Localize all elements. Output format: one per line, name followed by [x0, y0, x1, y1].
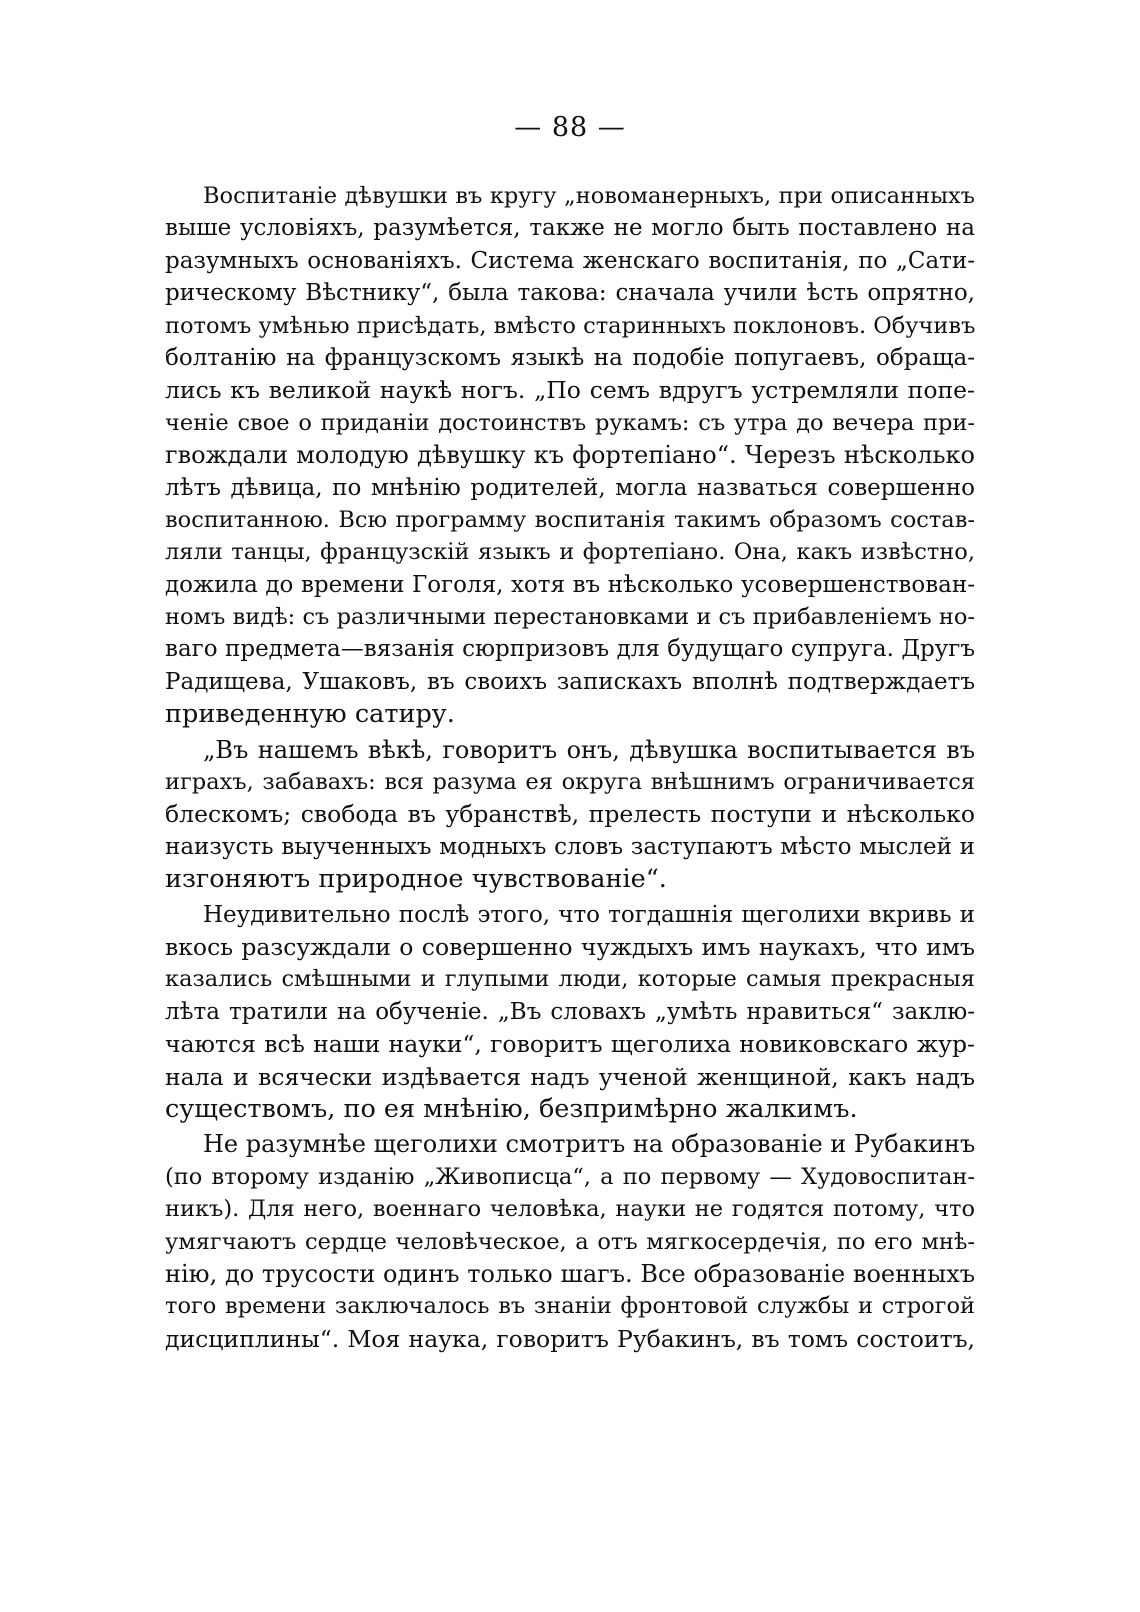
text-line: лись къ великой наукѣ ногъ. „По семъ вдругъ устремляли попе-	[165, 376, 975, 405]
text-line: выше условіяхъ, разумѣется, также не могло быть поставлено на	[165, 215, 975, 242]
text-line: нала и всячески издѣвается надъ ученой женщиной, какъ надъ	[165, 1062, 975, 1091]
text-line: ляли танцы, французскій языкъ и фортепіано. Она, какъ извѣстно,	[165, 539, 975, 566]
text-line: изгоняютъ природное чувствованіе“.	[165, 864, 667, 895]
text-line: лѣтъ дѣвица, по мнѣнію родителей, могла назваться совершенно	[165, 474, 975, 501]
text-line: Радищева, Ушаковъ, въ своихъ запискахъ вполнѣ подтверждаетъ	[165, 668, 975, 695]
text-line: никъ). Для него, военнаго человѣка, науки не годятся потому, что	[165, 1196, 975, 1223]
text-line: дисциплины“. Моя наука, говоритъ Рубакинъ, въ томъ состоитъ,	[165, 1324, 975, 1353]
text-line: наизусть выученныхъ модныхъ словъ заступаютъ мѣсто мыслей и	[165, 833, 975, 860]
text-line: „Въ нашемъ вѣкѣ, говоритъ онъ, дѣвушка воспитывается въ	[203, 735, 975, 764]
text-line: вкось разсуждали о совершенно чуждыхъ имъ наукахъ, что имъ	[165, 932, 975, 961]
text-line: лѣта тратили на обученіе. „Въ словахъ „умѣть нравиться“ заклю-	[165, 998, 975, 1025]
text-line: ченіе свое о приданіи достоинствъ рукамъ: съ утра до вечера при-	[165, 409, 975, 436]
text-line: существомъ, по ея мнѣнію, безпримѣрно жалкимъ.	[165, 1093, 858, 1124]
text-line: Не разумнѣе щеголихи смотритъ на образованіе и Рубакинъ	[203, 1130, 975, 1159]
text-line: играхъ, забавахъ: вся разума ея округа внѣшнимъ ограничивается	[165, 769, 975, 796]
paragraph-2	[165, 734, 975, 896]
text-line: болтанію на французскомъ языкѣ на подобіе попугаевъ, обраща-	[165, 344, 975, 371]
text-line: того времени заключалось въ знаніи фронтовой службы и строгой	[165, 1293, 975, 1320]
text-line: казались смѣшными и глупыми люди, которые самыя прекрасныя	[165, 966, 975, 993]
text-line: разумныхъ основаніяхъ. Система женскаго воспитанія, по „Сати-	[165, 247, 975, 274]
text-line: приведенную сатиру.	[165, 699, 455, 730]
text-line: номъ видѣ: съ различными перестановками и съ прибавленіемъ но-	[165, 604, 975, 631]
paragraph-1	[165, 180, 975, 731]
page-number: — 88 —	[514, 112, 626, 143]
text-line: нію, до трусости одинъ только шагъ. Все образованіе военныхъ	[165, 1259, 975, 1288]
paragraph-4	[165, 1128, 975, 1355]
text-line: блескомъ; свобода въ убранствѣ, прелесть поступи и нѣсколько	[165, 800, 975, 829]
paragraph-3	[165, 899, 975, 1126]
text-line: рическому Вѣстнику“, была такова: сначала учили ѣсть опрятно,	[165, 280, 975, 307]
text-line: воспитанною. Всю программу воспитанія такимъ образомъ состав-	[165, 506, 975, 533]
text-line: чаются всѣ наши науки“, говоритъ щеголиха новиковскаго жур-	[165, 1030, 975, 1059]
text-line: (по второму изданію „Живописца“, а по первому — Худовоспитан-	[165, 1163, 975, 1190]
body-text	[165, 180, 975, 1355]
text-line: Воспитаніе дѣвушки въ кругу „новоманерныхъ, при описанныхъ	[203, 183, 975, 209]
text-line: дожила до времени Гоголя, хотя въ нѣсколько усовершенствован-	[165, 571, 975, 598]
text-line: умягчаютъ сердце человѣческое, а отъ мягкосердечія, по его мнѣ-	[165, 1228, 975, 1255]
text-line: Неудивительно послѣ этого, что тогдашнія щеголихи вкривь и	[203, 901, 975, 928]
text-line: гвождали молодую дѣвушку къ фортепіано“. Черезъ нѣсколько	[165, 441, 975, 470]
text-line: потомъ умѣнью присѣдать, вмѣсто старинныхъ поклоновъ. Обучивъ	[165, 312, 975, 339]
text-line: ваго предмета—вязанія сюрпризовъ для будущаго супруга. Другъ	[165, 636, 975, 663]
